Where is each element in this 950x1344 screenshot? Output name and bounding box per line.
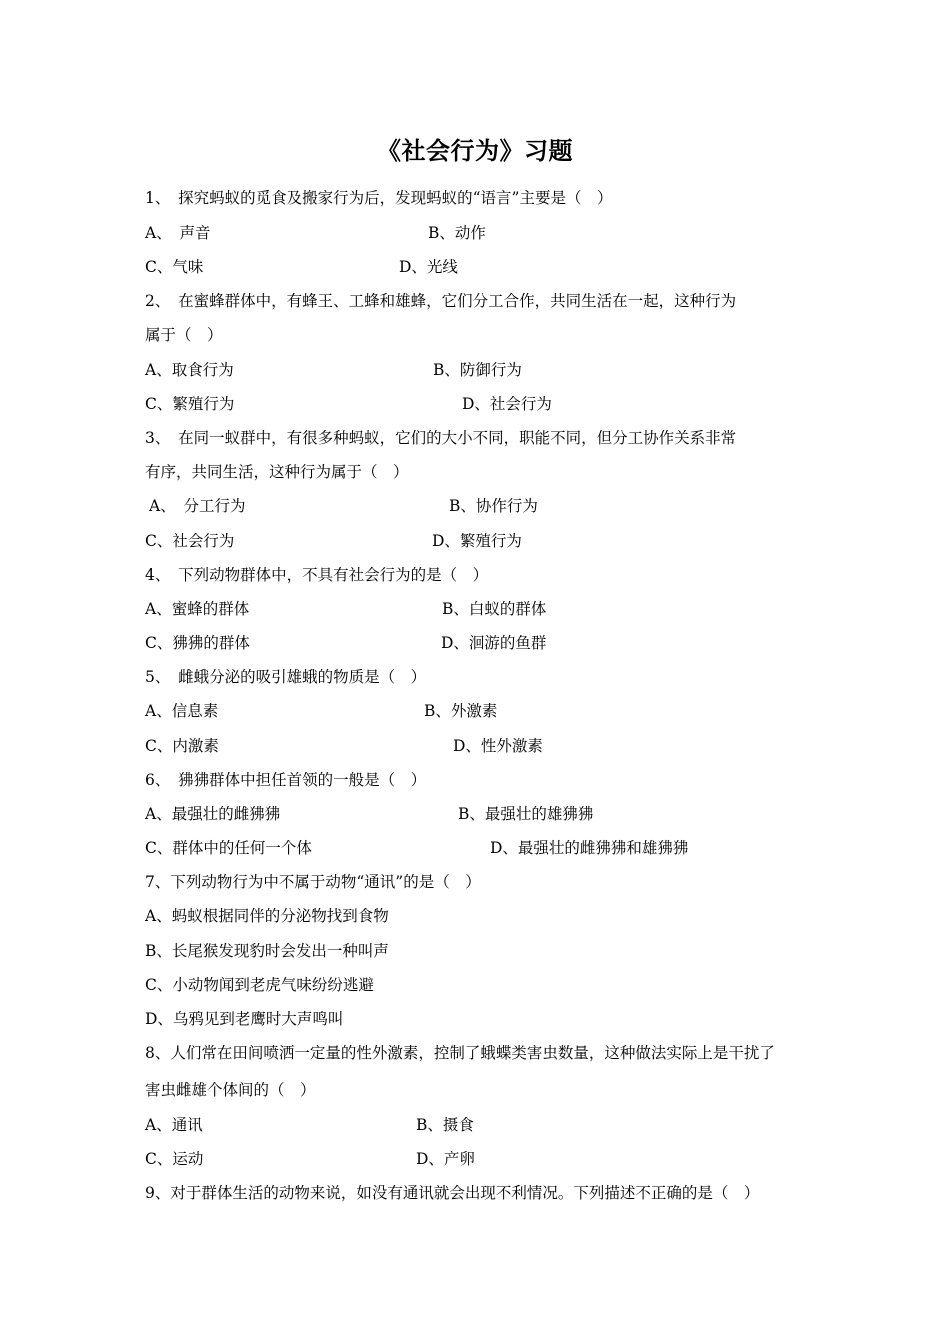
text-line: 3、 在同一蚁群中，有很多种蚂蚁，它们的大小不同，职能不同，但分工协作关系非常 [145, 429, 737, 447]
text-line: 1、 探究蚂蚁的觅食及搬家行为后，发现蚂蚁的“语言”主要是（ ） [145, 189, 613, 207]
text-line: 害虫雌雄个体间的（ ） [145, 1081, 316, 1099]
text-line: A、 声音 [145, 224, 211, 242]
text-line: D、产卵 [416, 1150, 475, 1168]
text-line: C、群体中的任何一个体 [145, 839, 312, 857]
text-line: B、最强壮的雄狒狒 [458, 805, 594, 823]
text-line: C、运动 [145, 1150, 204, 1168]
text-line: A、信息素 [145, 702, 219, 720]
text-line: D、繁殖行为 [432, 532, 522, 550]
text-line: B、防御行为 [433, 361, 522, 379]
text-line: A、蚂蚁根据同伴的分泌物找到食物 [145, 907, 389, 925]
text-line: B、摄食 [416, 1116, 474, 1134]
text-line: B、长尾猴发现豹时会发出一种叫声 [145, 942, 389, 960]
text-line: 6、 狒狒群体中担任首领的一般是（ ） [145, 771, 427, 789]
text-line: C、气味 [145, 258, 204, 276]
text-line: 9、对于群体生活的动物来说，如没有通讯就会出现不利情况。下列描述不正确的是（ ） [145, 1184, 760, 1202]
text-line: A、通讯 [145, 1116, 203, 1134]
text-line: D、洄游的鱼群 [441, 634, 547, 652]
text-line: D、乌鸦见到老鹰时大声鸣叫 [145, 1010, 344, 1028]
page-title: 《社会行为》习题 [377, 136, 573, 165]
text-line: 有序，共同生活，这种行为属于（ ） [145, 463, 409, 481]
text-line: 8、人们常在田间喷洒一定量的性外激素，控制了蛾蝶类害虫数量，这种做法实际上是干扰了 [145, 1044, 775, 1062]
text-line: C、内激素 [145, 737, 219, 755]
text-line: C、社会行为 [145, 532, 235, 550]
text-line: A、最强壮的雌狒狒 [145, 805, 281, 823]
text-line: D、光线 [399, 258, 458, 276]
text-line: C、狒狒的群体 [145, 634, 250, 652]
text-line: 7、下列动物行为中不属于动物“通讯”的是（ ） [145, 873, 481, 891]
text-line: B、外激素 [424, 702, 498, 720]
text-line: C、繁殖行为 [145, 395, 235, 413]
text-line: B、白蚁的群体 [442, 600, 547, 618]
text-line: B、协作行为 [449, 497, 538, 515]
text-line: B、动作 [428, 224, 486, 242]
text-line: D、性外激素 [453, 737, 543, 755]
text-line: 属于（ ） [145, 326, 223, 344]
text-line: C、小动物闻到老虎气味纷纷逃避 [145, 976, 374, 994]
text-line: A、取食行为 [145, 361, 234, 379]
text-line: D、最强壮的雌狒狒和雄狒狒 [490, 839, 689, 857]
text-line: A、蜜蜂的群体 [145, 600, 250, 618]
text-line: A、 分工行为 [149, 497, 246, 515]
text-line: D、社会行为 [462, 395, 552, 413]
text-line: 5、 雌蛾分泌的吸引雄蛾的物质是（ ） [145, 668, 427, 686]
text-line: 2、 在蜜蜂群体中，有蜂王、工蜂和雄蜂，它们分工合作，共同生活在一起，这种行为 [145, 292, 737, 310]
text-line: 4、 下列动物群体中，不具有社会行为的是（ ） [145, 566, 489, 584]
